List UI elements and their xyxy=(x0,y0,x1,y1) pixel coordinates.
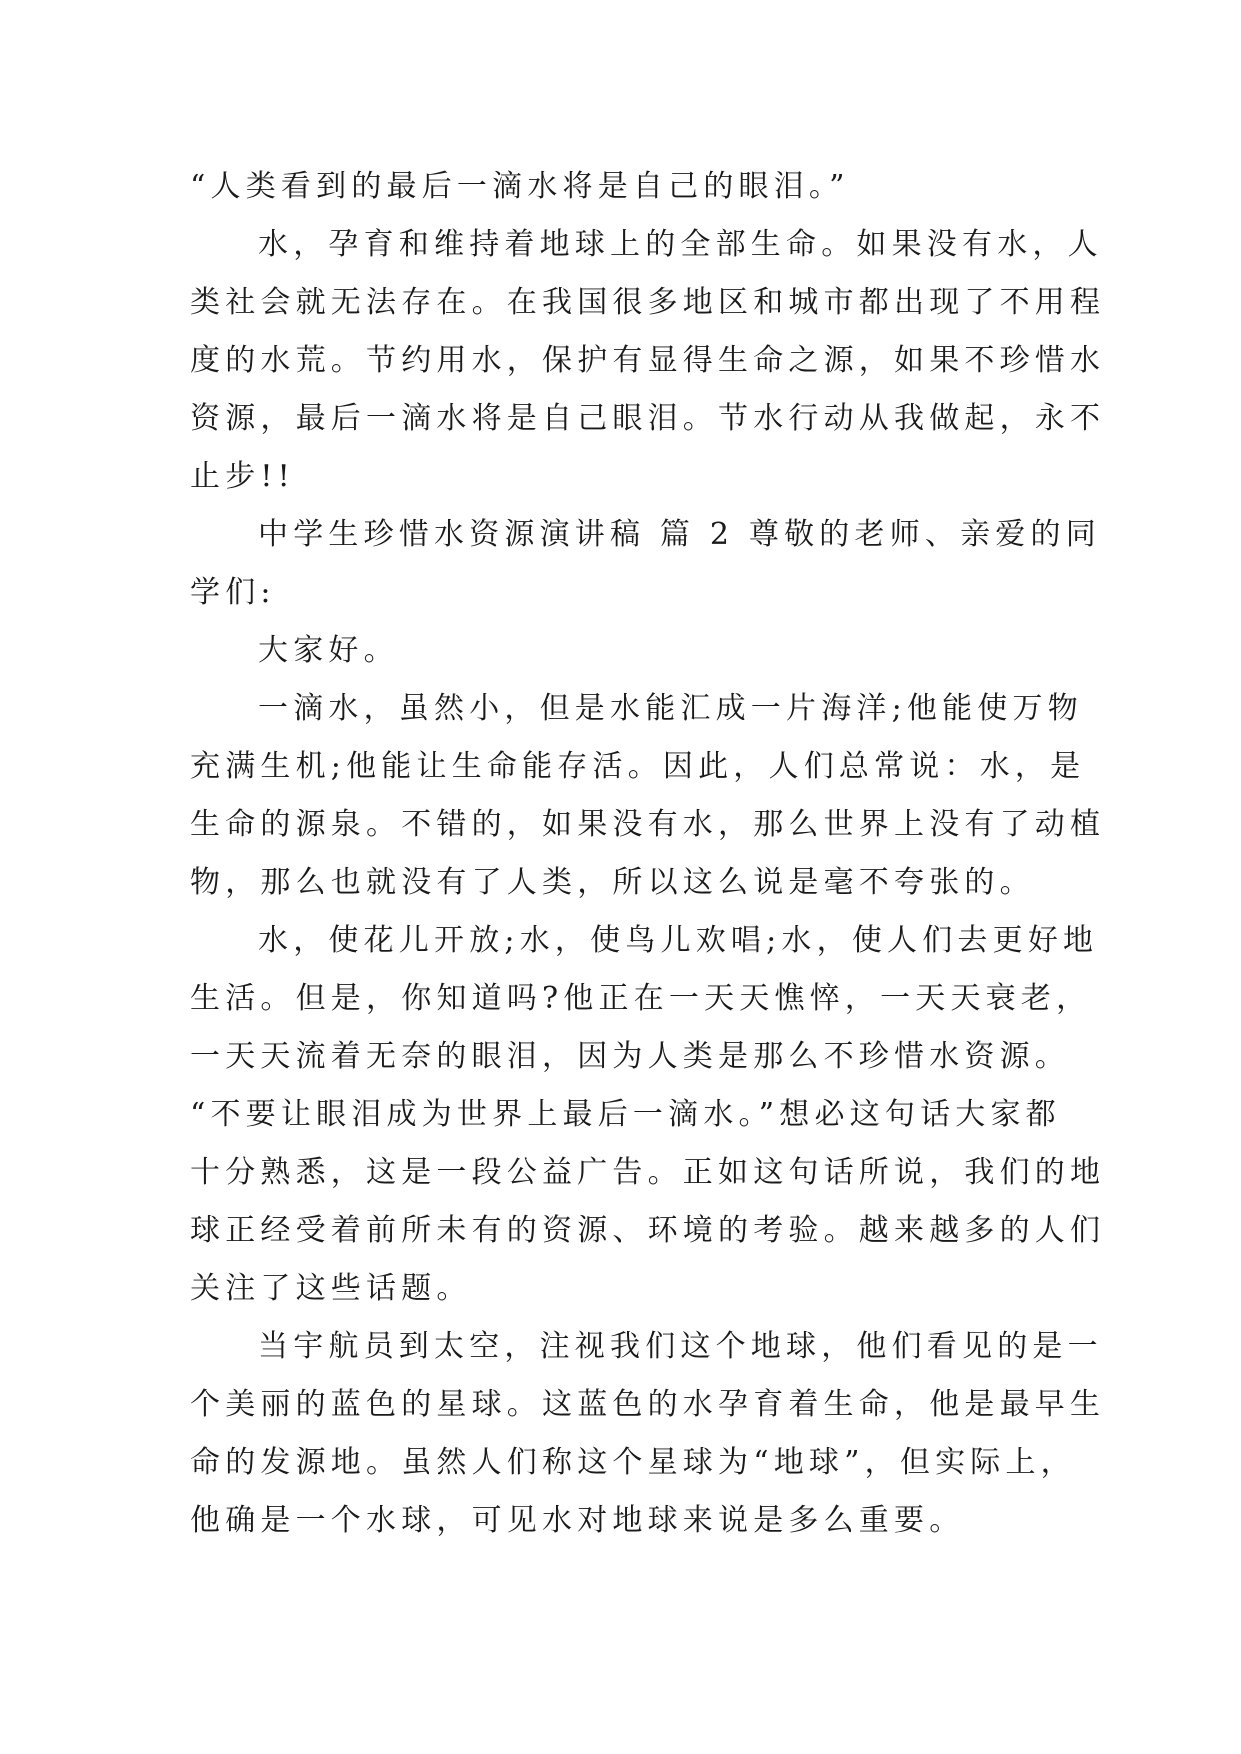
text-line-13: 物，那么也就没有了人类，所以这么说是毫不夸张的。 xyxy=(190,865,1035,900)
text-line-21: 当宇航员到太空，注视我们这个地球，他们看见的是一 xyxy=(258,1329,1103,1364)
document-body xyxy=(190,158,1106,1550)
text-line-10: 一滴水，虽然小，但是水能汇成一片海洋;他能使万物 xyxy=(258,691,1083,726)
text-line-1: “人类看到的最后一滴水将是自己的眼泪。” xyxy=(190,169,850,204)
text-line-5: 资源，最后一滴水将是自己眼泪。节水行动从我做起，永不 xyxy=(190,401,1106,436)
text-line-9: 大家好。 xyxy=(258,633,399,668)
text-line-8: 学们: xyxy=(190,575,276,610)
text-line-4: 度的水荒。节约用水，保护有显得生命之源，如果不珍惜水 xyxy=(190,343,1106,378)
text-line-20: 关注了这些话题。 xyxy=(190,1271,472,1306)
text-line-12: 生命的源泉。不错的，如果没有水，那么世界上没有了动植 xyxy=(190,807,1106,842)
text-line-14: 水，使花儿开放;水，使鸟儿欢唱;水，使人们去更好地 xyxy=(258,923,1099,958)
text-line-3: 类社会就无法存在。在我国很多地区和城市都出现了不用程 xyxy=(190,285,1106,320)
text-line-19: 球正经受着前所未有的资源、环境的考验。越来越多的人们 xyxy=(190,1213,1106,1248)
text-line-15: 生活。但是，你知道吗?他正在一天天憔悴，一天天衰老， xyxy=(190,981,1092,1016)
text-line-2: 水，孕育和维持着地球上的全部生命。如果没有水，人 xyxy=(258,227,1103,262)
text-line-17: “不要让眼泪成为世界上最后一滴水。”想必这句话大家都 xyxy=(190,1097,1061,1132)
text-line-22: 个美丽的蓝色的星球。这蓝色的水孕育着生命，他是最早生 xyxy=(190,1387,1106,1422)
text-line-18: 十分熟悉，这是一段公益广告。正如这句话所说，我们的地 xyxy=(190,1155,1106,1190)
text-line-23: 命的发源地。虽然人们称这个星球为“地球”，但实际上， xyxy=(190,1445,1076,1480)
text-line-24: 他确是一个水球，可见水对地球来说是多么重要。 xyxy=(190,1503,965,1538)
text-line-11: 充满生机;他能让生命能存活。因此，人们总常说：水，是 xyxy=(190,749,1086,784)
text-line-6: 止步!! xyxy=(190,459,295,494)
text-line-16: 一天天流着无奈的眼泪，因为人类是那么不珍惜水资源。 xyxy=(190,1039,1070,1074)
text-line-7: 中学生珍惜水资源演讲稿 篇 2 尊敬的老师、亲爱的同 xyxy=(258,517,1101,552)
